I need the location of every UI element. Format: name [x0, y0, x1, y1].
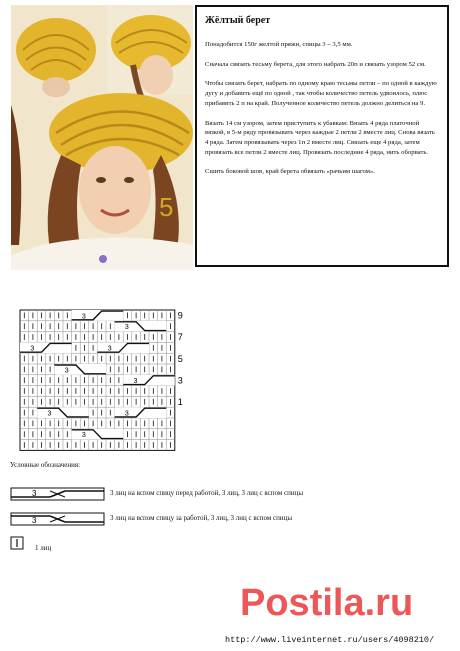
cable-count-label: 3 [81, 313, 86, 321]
cable-count-label: 3 [124, 324, 129, 332]
legend-title: Условные обозначения: [10, 461, 81, 469]
instructions-box [195, 5, 449, 267]
instructions-cast-on: Чтобы связать берет, набрать по одному краю тесьмы петли – по одной в каждую дугу и добавить ещё по одной , так чтобы количество петель удвоилось, плюс прибавить 2 п на край. Полученное количество петель должно делиться на 9. [205, 80, 437, 107]
row-number-label: 3 [177, 375, 183, 386]
cable-count-label: 3 [107, 345, 112, 353]
instructions-band: Сначала связать тесьму берета, для этого набрать 20п и связать узором 52 см. [205, 60, 426, 68]
photo-collage [11, 5, 193, 270]
row-number-label: 7 [177, 332, 183, 343]
knit-stitch-text: 1 лиц [35, 544, 52, 552]
watermark-text: Postila.ru [240, 582, 414, 624]
instructions-finish: Сшить боковой шов, край берета обвязать «рачьим шагом». [205, 168, 375, 176]
row-number-label: 5 [177, 353, 183, 364]
cable-count-label: 3 [30, 345, 35, 353]
row-number-label: 9 [177, 310, 183, 321]
knitting-chart [10, 308, 182, 458]
cable-front-symbol [10, 487, 105, 501]
row-number-label: 1 [177, 397, 183, 408]
cable-count-label: 3 [47, 410, 52, 418]
instructions-materials: Понадобится 150г желтой пряжи, спицы 3 – 3,5 мм. [205, 41, 353, 48]
chart-row-numbers [178, 311, 183, 407]
knit-stitch-symbol [10, 536, 24, 550]
cable-count-label: 3 [64, 367, 69, 375]
cable-back-label: 3 [32, 516, 37, 525]
cable-back-symbol [10, 512, 105, 526]
pattern-title: Жёлтый берет [205, 15, 271, 26]
cable-back-text: 3 лиц на вспом спицу за работой, 3 лиц, 3 лиц с вспом спицы [110, 514, 293, 522]
cable-count-label: 3 [124, 410, 129, 418]
cable-front-text: 3 лиц на вспом спицу перед работой, 3 лиц, 3 лиц с вспом спицы [110, 489, 304, 497]
cable-count-label: 3 [133, 378, 138, 386]
instructions-decreases: Вязать 14 см узором, затем приступить к убавкам: Вязать 4 ряда платочной вязкой, в 5-м ряду провязывать через каждые 2 петли 2 вместе лиц. Снова вязать 4 ряда. Затем провязывать через 1п 2 вместе лиц. Связать еще 4 ряда, затем провязать все петли 2 вместе лиц. Провязать последние 4 ряда, нить оборвать. [205, 119, 435, 156]
postila-watermark [240, 582, 455, 622]
cable-front-label: 3 [32, 489, 37, 498]
page-number: 5 [159, 192, 174, 222]
source-url: http://www.liveinternet.ru/users/4098210/ [225, 635, 435, 645]
cable-count-label: 3 [81, 432, 86, 440]
beret-photo [11, 5, 193, 270]
